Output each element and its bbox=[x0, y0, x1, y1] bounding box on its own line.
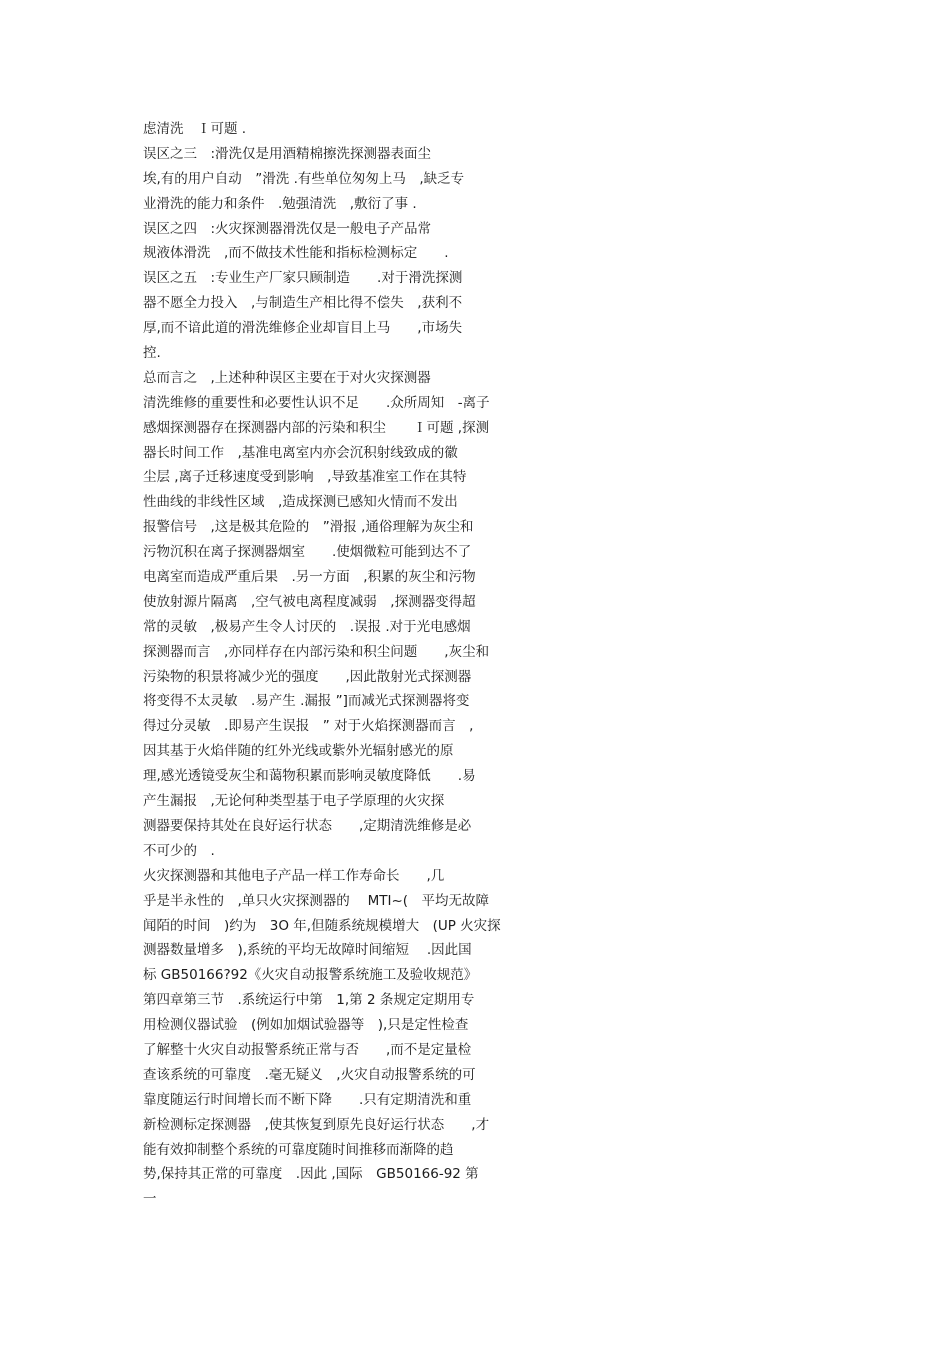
text-line: 理,感光透镜受灰尘和蔼物积累而影响灵敏度降低 .易 bbox=[143, 768, 476, 785]
text-line: 控. bbox=[143, 345, 161, 362]
text-line: 因其基于火焰伴随的红外光线或紫外光辐射感光的原 bbox=[143, 743, 454, 760]
text-line: 污物沉积在离子探测器烟室 .使烟微粒可能到达不了 bbox=[143, 544, 472, 561]
text-line: 常的灵敏 ,极易产生令人讨厌的 .误报 .对于光电感烟 bbox=[143, 618, 471, 635]
text-line: 误区之四 :火灾探测器滑洗仅是一般电子产品常 bbox=[143, 220, 432, 237]
text-line: 测器要保持其处在良好运行状态 ,定期清洗维修是必 bbox=[143, 817, 472, 834]
text-line: 尘层 ,离子迁移速度受到影响 ,导致基准室工作在其特 bbox=[143, 469, 467, 486]
text-line: 靠度随运行时间增长而不断下降 .只有定期清洗和重 bbox=[143, 1091, 472, 1108]
text-line: 第四章第三节 .系统运行中第 1,第 2 条规定定期用专 bbox=[143, 992, 475, 1009]
text-line: 业滑洗的能力和条件 .勉强清洗 ,敷衍了事 . bbox=[143, 195, 417, 212]
text-line: 将变得不太灵敏 .易产生 .漏报 ”]而减光式探测器将变 bbox=[143, 693, 470, 710]
text-line: 新检测标定探测器 ,使其恢复到原先良好运行状态 ,才 bbox=[143, 1116, 490, 1133]
text-line: 不可少的 . bbox=[143, 842, 215, 859]
text-line: 性曲线的非线性区域 ,造成探测已感知火情而不发出 bbox=[143, 494, 458, 511]
text-line: 测器数量增多 ),系统的平均无故障时间缩短 .因此国 bbox=[143, 942, 472, 959]
text-line: 误区之三 :滑洗仅是用酒精棉擦洗探测器表面尘 bbox=[143, 145, 432, 162]
text-line: 得过分灵敏 .即易产生误报 ” 对于火焰探测器而言 , bbox=[143, 718, 474, 735]
text-line: 查该系统的可靠度 .毫无疑义 ,火灾自动报警系统的可 bbox=[143, 1066, 476, 1083]
text-line: 规液体滑洗 ,而不做技术性能和指标检测标定 . bbox=[143, 245, 449, 262]
text-line: 火灾探测器和其他电子产品一样工作寿命长 ,几 bbox=[143, 867, 445, 884]
text-line: 了解整十火灾自动报警系统正常与否 ,而不是定量检 bbox=[143, 1041, 472, 1058]
text-line: 误区之五 :专业生产厂家只顾制造 .对于滑洗探测 bbox=[143, 270, 463, 287]
text-line: 使放射源片隔离 ,空气被电离程度减弱 ,探测器变得超 bbox=[143, 593, 476, 610]
text-line: 清洗维修的重要性和必要性认识不足 .众所周知 -离子 bbox=[143, 394, 490, 411]
text-line: 器不愿全力投入 ,与制造生产相比得不偿失 ,获利不 bbox=[143, 295, 463, 312]
text-line: 标 GB50166?92《火灾自动报警系统施工及验收规范》 bbox=[143, 967, 478, 984]
text-line: 厚,而不谙此道的滑洗维修企业却盲目上马 ,市场失 bbox=[143, 320, 463, 337]
text-line: 感烟探测器存在探测器内部的污染和积尘 Ｉ可题 ,探测 bbox=[143, 419, 490, 436]
text-line: 虑清洗 Ｉ可题 . bbox=[143, 121, 247, 137]
text-line: 能有效抑制整个系统的可靠度随时间推移而渐降的趋 bbox=[143, 1141, 454, 1158]
text-line: 探测器而言 ,亦同样存在内部污染和积尘问题 ,灰尘和 bbox=[143, 643, 490, 660]
text-line: 电离室而造成严重后果 .另一方面 ,积累的灰尘和污物 bbox=[143, 569, 476, 586]
text-line: 闻陌的时间 )约为 3O 年,但随系统规模增大 (UP 火灾探 bbox=[143, 917, 501, 934]
text-line: 势,保持其正常的可靠度 .因此 ,国际 GB50166-92 第 bbox=[143, 1166, 479, 1183]
text-line: 乎是半永性的 ,单只火灾探测器的 MTI~( 平均无故障 bbox=[143, 892, 490, 909]
text-line: 用检测仪器试验 (例如加烟试验器等 ),只是定性检查 bbox=[143, 1017, 469, 1034]
text-line: 产生漏报 ,无论何种类型基于电子学原理的火灾探 bbox=[143, 793, 445, 810]
text-line: 总而言之 ,上述种种误区主要在于对火灾探测器 bbox=[143, 369, 431, 386]
text-line: 报警信号 ,这是极其危险的 ”滑报 ,通俗理解为灰尘和 bbox=[143, 519, 474, 536]
text-line: 埃,有的用户自动 ”滑洗 .有些单位匆匆上马 ,缺乏专 bbox=[143, 170, 465, 187]
text-line: 污染物的积景将减少光的强度 ,因此散射光式探测器 bbox=[143, 668, 472, 685]
text-line: 一 bbox=[143, 1191, 157, 1208]
body-text bbox=[143, 117, 543, 1212]
text-line: 器长时间工作 ,基准电离室内亦会沉积射线致成的徽 bbox=[143, 444, 458, 461]
